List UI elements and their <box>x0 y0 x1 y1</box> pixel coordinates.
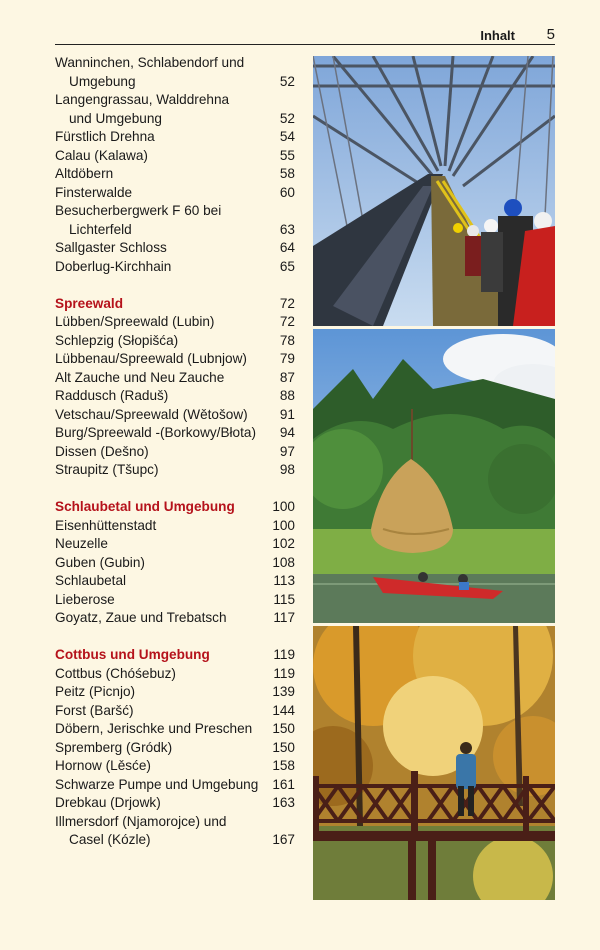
toc-entry[interactable] <box>55 313 295 332</box>
toc-entry[interactable] <box>55 54 295 73</box>
toc-entry-title: Lichterfeld <box>69 221 132 237</box>
toc-entry-page: 163 <box>272 795 295 810</box>
toc-entry-page: 117 <box>273 610 295 625</box>
toc-entry-title: Doberlug-Kirchhain <box>55 258 172 274</box>
toc-entry-page: 52 <box>279 110 295 126</box>
toc-entry-title: Forst (Baršć) <box>55 702 134 718</box>
section-gap <box>55 480 295 499</box>
section-gap <box>55 276 295 295</box>
toc-entry-title: Fürstlich Drehna <box>55 129 155 144</box>
toc-entry-title: Straupitz (Tšupc) <box>55 462 159 477</box>
toc-entry[interactable] <box>55 110 295 129</box>
section-title: Spreewald <box>55 295 123 311</box>
toc-entry-page: 139 <box>272 684 295 699</box>
table-of-contents <box>55 54 295 850</box>
toc-entry[interactable] <box>55 776 295 795</box>
toc-entry-page: 91 <box>279 406 295 422</box>
toc-entry[interactable] <box>55 609 295 628</box>
toc-entry-page: 150 <box>272 721 295 736</box>
toc-entry[interactable] <box>55 369 295 388</box>
toc-entry-page: 94 <box>279 425 295 440</box>
section-page: 100 <box>272 499 295 514</box>
toc-entry-page: 102 <box>272 536 295 551</box>
toc-entry-title: Peitz (Picnjo) <box>55 684 136 699</box>
toc-section-schlaubetal[interactable] <box>55 498 295 517</box>
section-page: 72 <box>279 295 295 311</box>
toc-entry-title: Lübbenau/Spreewald (Lubnjow) <box>55 351 247 366</box>
toc-entry-page: 65 <box>279 258 295 274</box>
toc-entry-title: Guben (Gubin) <box>55 554 145 570</box>
toc-entry[interactable] <box>55 221 295 240</box>
toc-entry-page: 78 <box>279 332 295 348</box>
toc-entry-title: Besucherbergwerk F 60 bei <box>55 203 222 218</box>
toc-entry-title: Dissen (Dešno) <box>55 443 149 459</box>
toc-entry[interactable] <box>55 683 295 702</box>
toc-entry-title: Vetschau/Spreewald (Wětošow) <box>55 406 248 422</box>
toc-section-cottbus[interactable] <box>55 646 295 665</box>
toc-entry-title: Lübben/Spreewald (Lubin) <box>55 314 215 329</box>
toc-entry-page: 54 <box>279 129 295 144</box>
toc-entry[interactable] <box>55 165 295 184</box>
toc-entry-page: 60 <box>279 184 295 200</box>
toc-entry[interactable] <box>55 424 295 443</box>
toc-section-spreewald[interactable] <box>55 295 295 314</box>
toc-entry-page: 97 <box>279 443 295 459</box>
toc-entry-title: Goyatz, Zaue und Trebatsch <box>55 610 227 625</box>
toc-entry[interactable] <box>55 535 295 554</box>
section-gap <box>55 628 295 647</box>
toc-entry[interactable] <box>55 91 295 110</box>
toc-entry-page: 72 <box>279 314 295 329</box>
photo-conveyor-bridge <box>313 56 555 326</box>
photo-spreewald-haystack <box>313 329 555 623</box>
toc-entry[interactable] <box>55 739 295 758</box>
toc-entry[interactable] <box>55 258 295 277</box>
section-title: Cottbus und Umgebung <box>55 647 210 662</box>
toc-entry[interactable] <box>55 239 295 258</box>
toc-entry-title: Schlepzig (Słopišća) <box>55 332 179 348</box>
toc-entry-page: 100 <box>272 517 295 533</box>
toc-entry-title: Umgebung <box>69 73 136 89</box>
toc-entry-title: Lieberose <box>55 591 115 607</box>
toc-entry[interactable] <box>55 813 295 832</box>
toc-entry-page: 108 <box>272 554 295 570</box>
toc-entry-title: Schlaubetal <box>55 573 127 588</box>
toc-entry[interactable] <box>55 591 295 610</box>
toc-entry-title: Finsterwalde <box>55 184 133 200</box>
toc-entry-title: Schwarze Pumpe und Umgebung <box>55 776 259 792</box>
toc-entry[interactable] <box>55 461 295 480</box>
toc-entry-title: Sallgaster Schloss <box>55 240 167 255</box>
toc-entry[interactable] <box>55 147 295 166</box>
toc-entry[interactable] <box>55 350 295 369</box>
header-title: Inhalt <box>480 28 515 43</box>
toc-entry[interactable] <box>55 794 295 813</box>
toc-entry[interactable] <box>55 517 295 536</box>
toc-entry-page: 87 <box>279 369 295 385</box>
section-page: 119 <box>273 647 295 662</box>
toc-entry-page: 55 <box>279 147 295 163</box>
toc-entry[interactable] <box>55 572 295 591</box>
toc-entry-title: Wanninchen, Schlabendorf und <box>55 55 245 70</box>
toc-entry-page: 64 <box>279 240 295 255</box>
toc-entry[interactable] <box>55 554 295 573</box>
toc-entry-title: Altdöbern <box>55 166 114 181</box>
toc-entry-page: 58 <box>279 166 295 181</box>
toc-entry-page: 52 <box>279 73 295 89</box>
toc-entry[interactable] <box>55 184 295 203</box>
toc-entry-page: 161 <box>272 776 295 792</box>
toc-entry[interactable] <box>55 720 295 739</box>
toc-entry-title: Drebkau (Drjowk) <box>55 795 161 810</box>
toc-entry[interactable] <box>55 702 295 721</box>
toc-entry-title: Illmersdorf (Njamorojce) und <box>55 813 227 829</box>
toc-entry[interactable] <box>55 443 295 462</box>
toc-entry-title: und Umgebung <box>69 110 162 126</box>
toc-entry-title: Hornow (Lěsće) <box>55 758 151 773</box>
toc-entry-page: 119 <box>273 665 295 681</box>
toc-entry[interactable] <box>55 757 295 776</box>
toc-entry-page: 167 <box>272 832 295 847</box>
toc-entry-page: 158 <box>272 758 295 773</box>
toc-entry-page: 144 <box>272 702 295 718</box>
toc-entry[interactable] <box>55 406 295 425</box>
toc-entry[interactable] <box>55 128 295 147</box>
toc-entry-page: 79 <box>279 351 295 366</box>
toc-entry[interactable] <box>55 332 295 351</box>
toc-entry[interactable] <box>55 73 295 92</box>
toc-entry-page: 88 <box>279 388 295 403</box>
toc-entry-title: Langengrassau, Walddrehna <box>55 92 230 107</box>
toc-entry-title: Cottbus (Chóśebuz) <box>55 665 176 681</box>
toc-entry-title: Casel (Kózle) <box>69 832 151 847</box>
toc-entry[interactable] <box>55 387 295 406</box>
toc-entry-page: 115 <box>273 591 295 607</box>
header-rule <box>55 44 555 45</box>
page-number: 5 <box>546 26 555 43</box>
toc-entry-title: Döbern, Jerischke und Preschen <box>55 721 253 736</box>
toc-entry-page: 98 <box>279 462 295 477</box>
photo-autumn-park-bridge <box>313 626 555 900</box>
toc-entry-title: Spremberg (Gródk) <box>55 739 173 755</box>
toc-entry-page: 63 <box>279 221 295 237</box>
toc-entry-title: Neuzelle <box>55 536 108 551</box>
toc-entry-title: Calau (Kalawa) <box>55 147 148 163</box>
toc-entry[interactable] <box>55 665 295 684</box>
toc-entry[interactable] <box>55 202 295 221</box>
toc-entry-page: 113 <box>273 573 295 588</box>
toc-entry-page: 150 <box>272 739 295 755</box>
toc-entry-title: Eisenhüttenstadt <box>55 517 157 533</box>
toc-entry-title: Alt Zauche und Neu Zauche <box>55 369 225 385</box>
toc-entry[interactable] <box>55 831 295 850</box>
toc-entry-title: Burg/Spreewald -(Borkowy/Błota) <box>55 425 256 440</box>
section-title: Schlaubetal und Umgebung <box>55 499 235 514</box>
toc-entry-title: Raddusch (Raduš) <box>55 388 169 403</box>
running-header <box>55 26 555 46</box>
